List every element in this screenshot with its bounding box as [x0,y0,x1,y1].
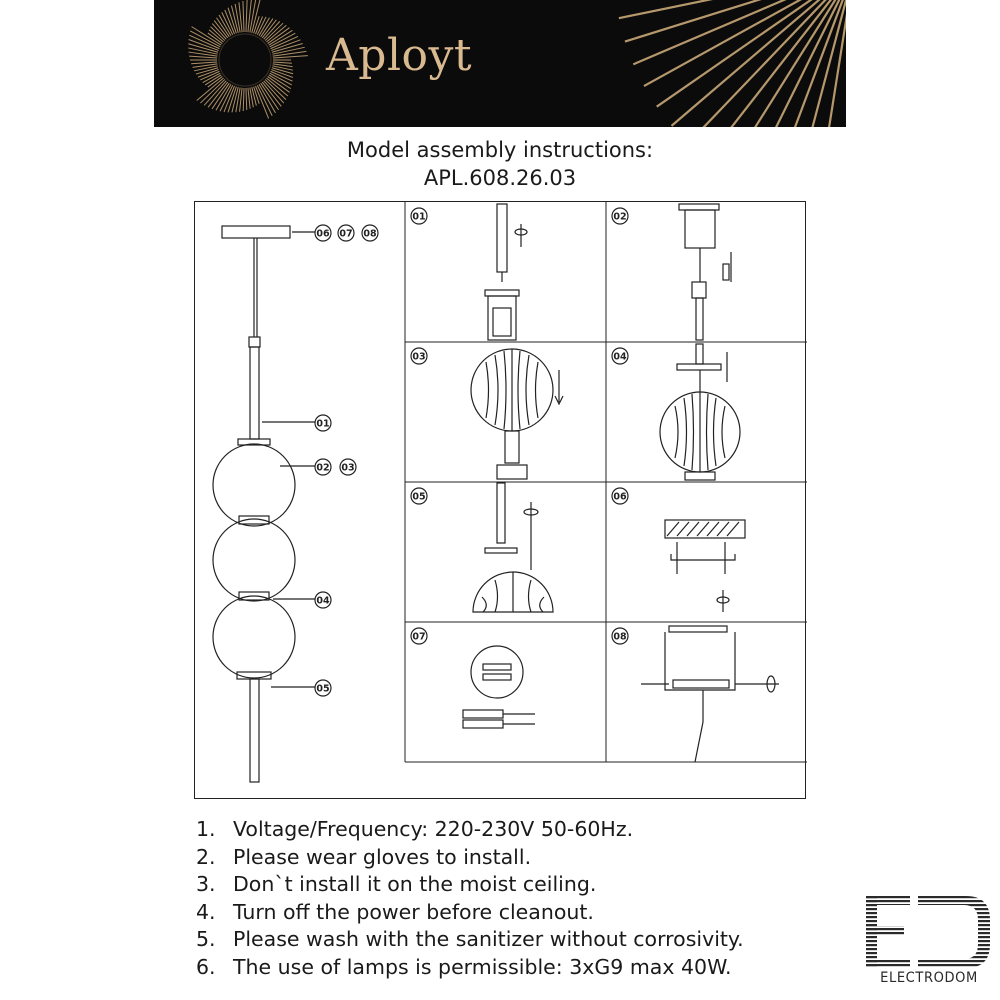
instruction-item: 2. Please wear gloves to install. [196,844,532,869]
step-04-badge: 04 [613,351,627,363]
callout-08: 08 [363,228,377,240]
step-02-illustration [679,204,731,340]
page-title: Model assembly instructions: [346,138,654,162]
instruction-item: 4. Turn off the power before cleanout. [196,899,594,924]
upper-rod [250,347,259,439]
lamp-overview-drawing [213,226,315,782]
step-05-illustration [473,483,553,612]
step-03-illustration [471,349,563,479]
callout-01: 01 [316,418,330,430]
callout-04: 04 [316,595,330,607]
overview-callouts [315,225,378,696]
globe-shade [213,519,295,601]
step-01-illustration [485,204,527,340]
step-04-illustration [660,344,740,480]
callout-05: 05 [316,683,330,695]
step-02-badge: 02 [613,211,627,223]
step-07-illustration [463,646,535,728]
instruction-item: 1. Voltage/Frequency: 220-230V 50-60Hz. [196,817,634,841]
brand-name: Aployt [326,30,473,81]
instruction-item: 6. The use of lamps is permissible: 3xG9 max 40W. [196,954,732,979]
step-07-badge: 07 [412,631,426,643]
instruction-item: 5. Please wash with the sanitizer without corrosivity. [196,927,744,951]
callout-07: 07 [339,228,353,240]
step-08-illustration [641,626,779,762]
lower-rod [250,679,259,782]
globe-shade [213,444,295,526]
model-number: APL.608.26.03 [423,166,577,190]
step-05-badge: 05 [412,491,426,503]
step-01-badge: 01 [412,211,426,223]
instructions-list [196,816,836,981]
step-06-illustration [665,520,745,612]
electrodom-wordmark: ELECTRODOM [880,970,978,986]
ceiling-canopy [222,226,290,238]
globe-shade [213,596,295,678]
callout-06: 06 [316,228,330,240]
instruction-item: 3. Don`t install it on the moist ceiling. [196,872,597,896]
callout-03: 03 [341,462,355,474]
step-03-badge: 03 [412,351,426,363]
step-08-badge: 08 [613,631,627,643]
assembly-diagram [194,201,806,799]
brand-banner [154,0,846,127]
callout-02: 02 [316,462,330,474]
sunburst-graphic [154,0,846,127]
step-06-badge: 06 [613,491,627,503]
